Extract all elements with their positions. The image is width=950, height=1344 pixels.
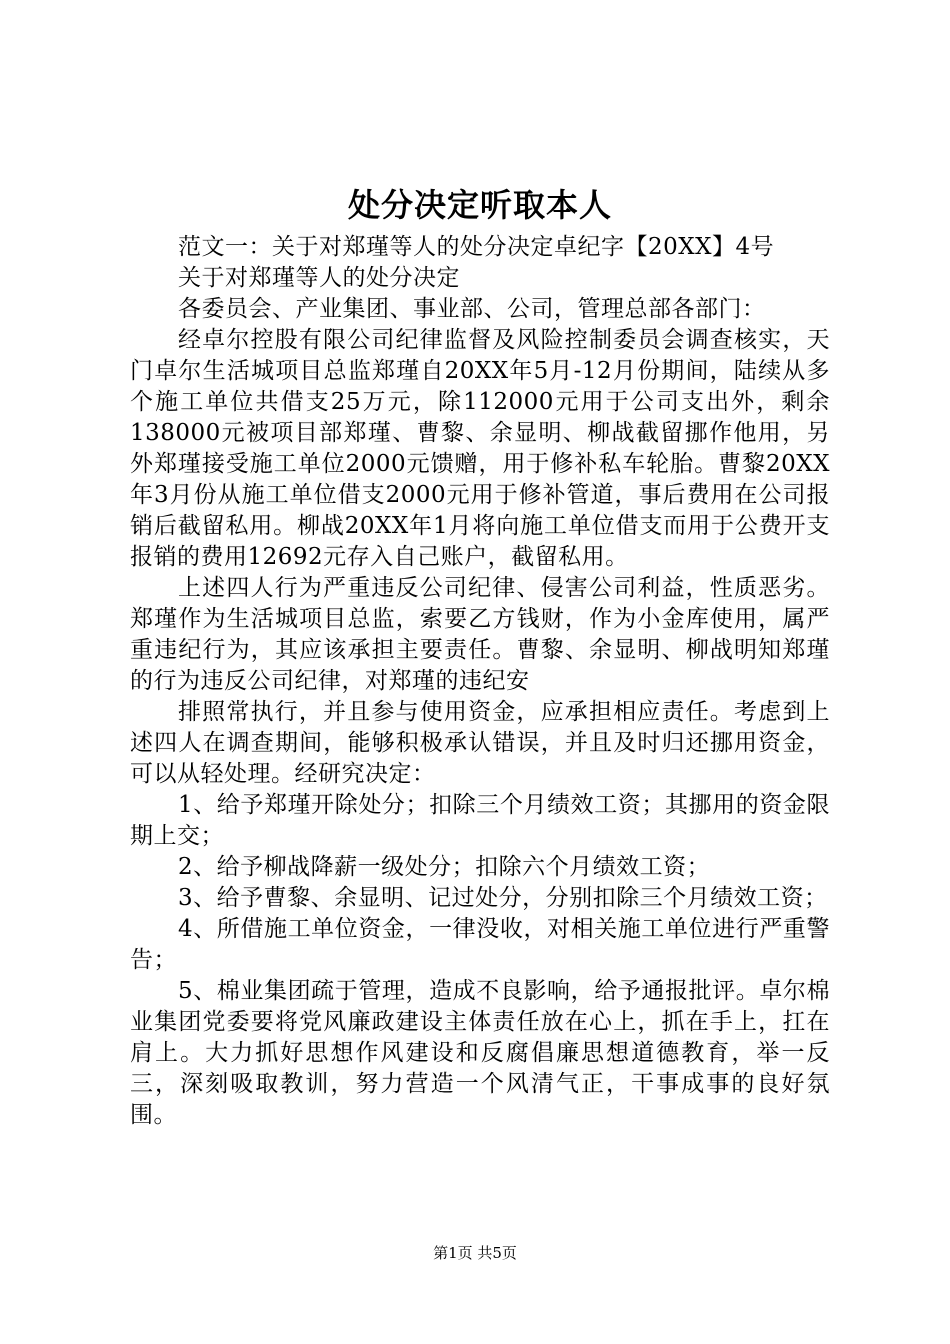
document-page — [130, 180, 830, 1131]
decision-item-1: 1、给予郑瑾开除处分；扣除三个月绩效工资；其挪用的资金限期上交； — [130, 792, 830, 849]
page-footer: 第1页 共5页 — [433, 1244, 517, 1262]
document-title: 处分决定听取本人 — [347, 186, 612, 224]
paragraph-heading-line: 范文一：关于对郑瑾等人的处分决定卓纪字【20XX】4号 — [178, 234, 775, 260]
decision-item-5: 5、棉业集团疏于管理，造成不良影响，给予通报批评。卓尔棉业集团党委要将党风廉政建设主体责任放在心上，抓在手上，扛在肩上。大力抓好思想作风建设和反腐倡廉思想道德教育，举一反三，深刻吸取教训，努力营造一个风清气正，干事成事的良好氛围。 — [130, 978, 830, 1128]
paragraph-subject: 关于对郑瑾等人的处分决定 — [178, 265, 460, 291]
paragraph-findings: 经卓尔控股有限公司纪律监督及风险控制委员会调查核实，天门卓尔生活城项目总监郑瑾自20XX年5月-12月份期间，陆续从多个施工单位共借支25万元，除112000元用于公司支出外，剩余138000元被项目部郑瑾、曹黎、余显明、柳战截留挪作他用，另外郑瑾接受施工单位2000元馈赠，用于修补私车轮胎。曹黎20XX年3月份从施工单位借支2000元用于修补管道，事后费用在公司报销后截留私用。柳战20XX年1月将向施工单位借支而用于公费开支报销的费用12692元存入自己账户，截留私用。 — [130, 327, 830, 570]
decision-item-2: 2、给予柳战降薪一级处分；扣除六个月绩效工资； — [178, 854, 711, 880]
paragraph-decision-intro: 排照常执行，并且参与使用资金，应承担相应责任。考虑到上述四人在调查期间，能够积极承认错误，并且及时归还挪用资金，可以从轻处理。经研究决定： — [130, 699, 830, 787]
paragraph-assessment: 上述四人行为严重违反公司纪律、侵害公司利益，性质恶劣。郑瑾作为生活城项目总监，索要乙方钱财，作为小金库使用，属严重违纪行为，其应该承担主要责任。曹黎、余显明、柳战明知郑瑾的行为违反公司纪律，对郑瑾的违纪安 — [130, 575, 830, 694]
paragraph-recipients: 各委员会、产业集团、事业部、公司，管理总部各部门： — [178, 296, 766, 322]
decision-item-4: 4、所借施工单位资金，一律没收，对相关施工单位进行严重警告； — [130, 916, 830, 973]
decision-item-3: 3、给予曹黎、余显明、记过处分，分别扣除三个月绩效工资； — [178, 885, 828, 911]
